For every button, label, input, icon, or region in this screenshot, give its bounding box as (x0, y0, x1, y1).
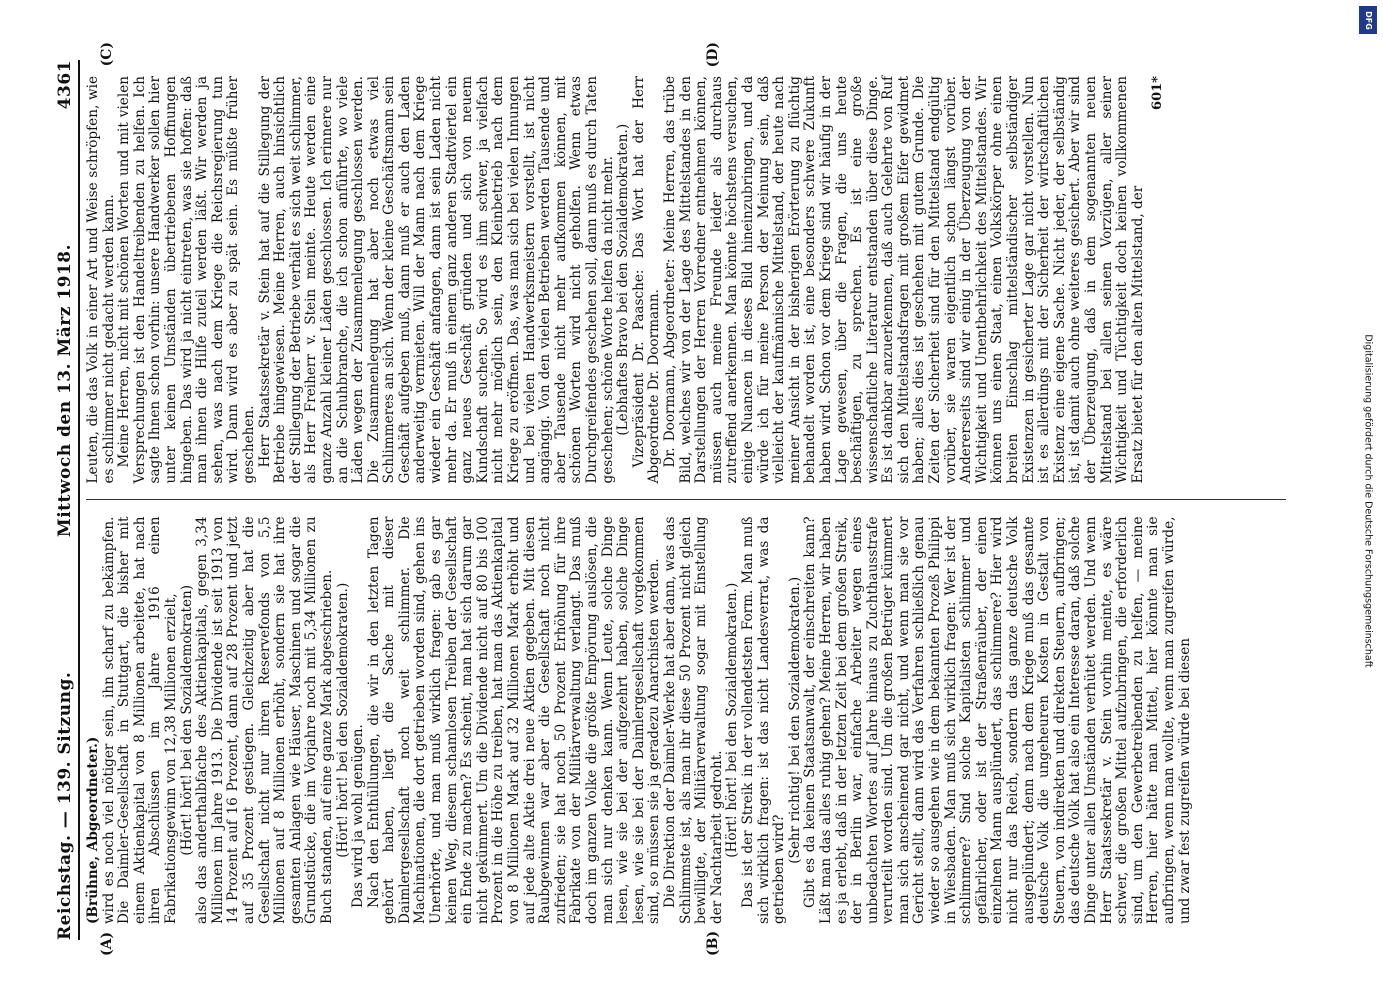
interjection: (Hört! hört! bei den Sozialdemokraten) (178, 584, 195, 856)
paragraph: Nach den Enthüllungen, die wir in den letzten Tagen gehört haben, liegt die Sache mit dieser Daimlergesellschaft noch weit schlimmer. Die Machinationen, die dort getrieben worden sind, gehen ins Unerhörte, und man muß wirklich fragen: gab es gar keinen Weg, diesem schamlosen Treiben der Gesellschaft ein Ende zu machen? Es scheint, man hat sich darum gar nicht gekümmert. Um die Dividende nicht auf 80 bis 100 Prozent in die Höhe zu treiben, hat man das Aktienkapital von 8 Millionen Mark auf 32 Millionen Mark erhöht und auf jede alte Aktie drei neue Aktien gegeben. Mit diesen Raubgewinnen war aber die Gesellschaft noch nicht zufrieden; sie hat noch 50 Prozent Erhöhung für ihre Fabrikate von der Militärverwaltung verlangt. Das muß doch im ganzen Volke die größte Empörung auslösen, die man sich nur denken kann. Wenn Leute, solche Dinge lesen, wie sie bei der aufgezehrt haben, solche Dinge lesen, wie sie bei der Daimlergesellschaft vorgekommen sind, so müssen sie ja geradezu Anarchisten werden. (365, 516, 663, 924)
paragraph: Herr Staatssekretär v. Stein hat auf die Stillegung der Betriebe hingewiesen. Meine Herren, auch hinsichtlich der Stillegung der Betriebe verhält es sich weit schlimmer, als Herr Freiherr v. Stein meinte. Heute werden eine ganze Anzahl kleiner Läden geschlossen. Ich erinnere nur an die Schuhbranche, die ich schon anführte, wo viele Läden wegen der Zusammenlegung geschlossen werden. Die Zusammenlegung hat aber noch etwas viel Schlimmeres an sich. Wenn der kleine Geschäftsmann sein Geschäft aufgeben muß, dann muß er auch den Laden anderweitig vermieten. Will der Mann nach dem Kriege wieder ein Geschäft anfangen, dann ist sein Laden nicht mehr da. Er muß in einem ganz anderen Stadtviertel ein ganz neues Geschäft gründen und sich von neuem Kundschaft suchen. So wird es ihm schwer, ja vielfach nicht mehr möglich sein, den Kleinbetrieb nach dem Kriege zu eröffnen. Das, was man sich bei vielen Innungen und bei vielen Handwerksmeistern vorstellt, ist nicht angängig. Von den vielen Betrieben werden Tausende und aber Tausende nicht mehr aufkommen können, mit schönen Worten wird nicht geholfen. Wenn etwas Durchgreifendes geschehen soll, dann muß es durch Taten geschehen; schöne Worte helfen da nicht mehr. (256, 76, 616, 484)
margin-marker-b: (B) (705, 930, 721, 956)
paragraph: Meine Herren, nicht mit schönen Worten und mit vielen Versprechungen ist den Handeltreibenden zu helfen. Ich sagte Ihnen schon vorhin: unsere Handwerker sollen hier unter keinen Umständen übertriebenen Hoffnungen hingeben. Das wird ja nicht eintreten, was sie hoffen: daß man ihnen die Hilfe zuteil werden läßt. Wir werden ja sehen, was nach dem Kriege die Reichsregierung tun wird. Dann wird es aber zu spät sein. Es müßte früher geschehen. (116, 76, 257, 484)
paragraph: Die Direktion der Daimler-Werke hat aber dann, was das Schlimmste ist, als man ihr diese 50 Prozent nicht gleich bewilligte, der Militärverwaltung sogar mit Einstellung der Nachtarbeit gedroht. (661, 516, 725, 924)
interjection: (Hört! hört! bei den Sozialdemokraten.) (724, 582, 741, 858)
rotated-page (41, 40, 1341, 960)
paragraph: wird es noch viel nötiger sein, ihn scharf zu bekämpfen. Die Daimler-Gesellschaft in Stuttgart, die bisher mit einem Aktienkapital von 8 Millionen arbeitete, hat nach ihren Abschlüssen im Jahre 1916 einen Fabrikationsgewinn von 12,38 Millionen erzielt, (100, 516, 179, 924)
credit-text: Digitalisierung gefördert durch die Deutsche Forschungsgemeinschaft (1362, 334, 1374, 668)
interjection: (Sehr richtig! bei den Sozialdemokraten.) (786, 576, 803, 864)
margin-marker-c: (C) (99, 42, 115, 67)
interjection: (Hört! hört! bei den Sozialdemokraten.) (334, 582, 351, 858)
column-right (85, 42, 1286, 501)
paragraph: also das anderthalbfache des Aktienkapitals, gegen 3,34 Millionen im Jahre 1913. Die Dividende ist seit 1913 von 14 Prozent auf 16 Prozent, dann auf 28 Prozent und jetzt auf 35 Prozent gestiegen. Gleichzeitig aber hat die Gesellschaft nicht nur ihren Reservefonds von 5,5 Millionen auf 8 Millionen erhöht, sondern sie hat ihre gesamten Anlagen wie Häuser, Maschinen und sogar die Grundstücke, die im Vorjahre noch mit 5,34 Millionen zu Buch standen, auf eine ganze Mark abgeschrieben. (194, 516, 335, 924)
running-head (55, 60, 80, 940)
dfg-logo: DFG (1359, 6, 1377, 34)
margin-marker-d: (D) (705, 42, 721, 68)
speaker-line: (Brühne, Abgeordneter.) (85, 736, 101, 924)
interjection: (Lebhaftes Bravo bei den Sozialdemokraten.) (615, 123, 632, 436)
signature-mark: 601* (1150, 76, 1166, 110)
page-number: 4361 (55, 60, 75, 110)
two-column-body (85, 42, 1286, 956)
paragraph: Das wird ja wohl genügen. (350, 724, 367, 908)
paragraph: Leuten, die das Volk in einer Art und Weise schröpfen, wie es schlimmer nicht gedacht werden kann. (85, 76, 117, 484)
digitization-credit (1359, 6, 1377, 996)
speaker-paragraph: Vizepräsident Dr. Paasche: Das Wort hat der Herr Abgeordnete Dr. Doormann. (630, 76, 663, 484)
paragraph: Gibt es da keinen Staatsanwalt, der einschreiten kann? Läßt man das alles ruhig gehen? Meine Herren, wir haben es ja erlebt, daß in der letzten Zeit bei dem großen Streik, der in Berlin war, einfache Arbeiter wegen eines unbedachten Wortes auf Jahre hinaus zu Zuchthausstrafe verurteilt worden sind. Um die großen Betrüger kümmert man sich anscheinend gar nicht, und wenn man sie vor Gericht stellt, dann wird das Verfahren schließlich genau wieder so ausgehen wie in dem bekannten Prozeß Philippi in Wiesbaden. Man muß sich wirklich fragen: Wer ist der schlimmere? Sind solche Kapitalisten schlimmer und gefährlicher, oder ist der Straßenräuber, der einen einzelnen Mann ausplündert, das schlimmere? Hier wird nicht nur das Reich, sondern das ganze deutsche Volk ausgeplündert; denn nach dem Kriege muß das gesamte deutsche Volk die ungeheuren Kosten in Gestalt von Steuern, von indirekten und direkten Steuern, aufbringen; das deutsche Volk hat also ein Interesse daran, daß solche Dinge unter allen Umständen verhütet werden. Und wenn Herr Staatssekretär v. Stein vorhin meinte, es wäre schwer, die großen Mittel aufzubringen, die erforderlich sind, um den Gewerbetreibenden zu helfen, — meine Herren, hier hätte man Mittel, hier könnte man sie aufbringen, wenn man wollte, wenn man zugreifen würde, und zwar fest zugreifen würde bei diesen (802, 516, 1193, 924)
margin-marker-a: (A) (99, 931, 115, 956)
header-left: Reichstag. — 139. Sitzung. (55, 671, 75, 940)
paragraph: Das ist der Streik in der vollendetsten Form. Man muß sich wirklich fragen: ist das nicht Landesverrat, was da getrieben wird? (739, 516, 788, 924)
header-center: Mittwoch den 13. März 1918. (55, 243, 75, 538)
column-left (85, 501, 1286, 956)
speaker-paragraph: Dr. Doormann, Abgeordneter: Meine Herren, das trübe Bild, welches wir von der Lage des Mittelstandes in den Darstellungen der Herren Vorredner entnehmen können, müssen auch meine Freunde leider als durchaus zutreffend anerkennen. Man könnte höchstens versuchen, einige Nuancen in dieses Bild hineinzubringen, und da würde ich für meine Person der Meinung sein, daß vielleicht der kaufmännische Mittelstand, der heute nach meiner Ansicht in der bisherigen Erörterung zu flüchtig behandelt worden ist, eine besonders schwere Zukunft haben wird. Schon vor dem Kriege sind wir häufig in der Lage gewesen, über die Fragen, die uns heute beschäftigen, zu sprechen. Es ist eine große wissenschaftliche Literatur entstanden über diese Dinge. Es ist dankbar anzuerkennen, daß auch Gelehrte von Ruf sich den Mittelstandsfragen mit großem Eifer gewidmet haben; alles dies ist geschehen mit gutem Grunde. Die Zeiten der Sicherheit sind für den Mittelstand endgültig vorüber, sie waren eigentlich schon längst vorüber. Andererseits sind wir einig in der Überzeugung von der Wichtigkeit und Unentbehrlichkeit des Mittelstandes. Wir können uns einen Staat, einen Volkskörper ohne einen breiten Einschlag mittelständischer selbständiger Existenzen in gesicherter Lage gar nicht vorstellen. Nun ist es allerdings mit der Sicherheit der wirtschaftlichen Existenz eine eigene Sache. Nicht jeder, der selbständig ist, ist damit auch ohne weiteres gesichert. Aber wir sind der Überzeugung, daß in dem sogenannten neuen Mittelstand bei allen seinen Vorzügen, aller seiner Wichtigkeit und Tüchtigkeit doch keinen vollkommenen Ersatz bietet für den alten Mittelstand, der (661, 76, 1146, 484)
